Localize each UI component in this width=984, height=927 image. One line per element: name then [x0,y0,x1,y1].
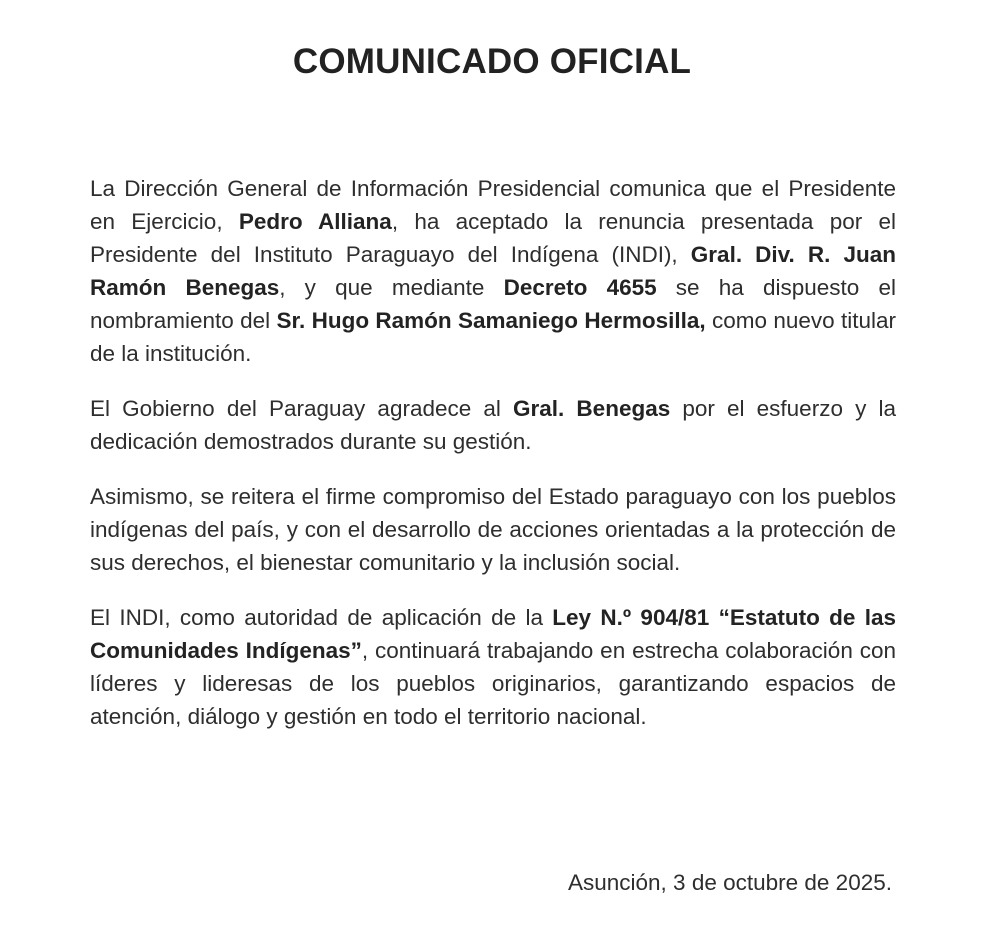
bold-text-run: Pedro Alliana [238,209,392,234]
date-line: Asunción, 3 de octubre de 2025. [568,870,892,895]
text-run: La Dirección General de Información Presidencial comunica que el Presidente en Ejercicio, [90,176,896,234]
paragraph [90,392,896,458]
text-run: El Gobierno del Paraguay agradece al [90,396,514,421]
document-body [90,172,896,755]
text-run: , y que mediante [279,275,504,300]
text-run: , continuará trabajando en estrecha colaboración con líderes y lideresas de los pueblos originarios, garantizando espacios de atención, diálogo y gestión en todo el territorio nacional. [90,638,896,729]
bold-text-run: Gral. Div. R. Juan Ramón Benegas [90,242,896,300]
text-run: por el esfuerzo y la dedicación demostrados durante su gestión. [90,396,896,454]
bold-text-run: Decreto 4655 [503,275,657,300]
paragraph [90,480,896,579]
paragraph [90,172,896,370]
text-run: como nuevo titular de la institución. [90,308,896,366]
text-run: , ha aceptado la renuncia presentada por el Presidente del Instituto Paraguayo del Indígena (INDI), [90,209,896,267]
text-run: Asimismo, se reitera el firme compromiso del Estado paraguayo con los pueblos indígenas del país, y con el desarrollo de acciones orientadas a la protección de sus derechos, el bienestar comunitario y la inclusión social. [90,484,896,575]
document-title: COMUNICADO OFICIAL [292,42,692,81]
bold-text-run: Gral. Benegas [513,396,671,421]
paragraph [90,601,896,733]
bold-text-run: Ley N.º 904/81 “Estatuto de las Comunidades Indígenas” [90,605,896,663]
text-run: El INDI, como autoridad de aplicación de la [90,605,553,630]
bold-text-run: Sr. Hugo Ramón Samaniego Hermosilla, [276,308,706,333]
text-run: se ha dispuesto el nombramiento del [90,275,896,333]
